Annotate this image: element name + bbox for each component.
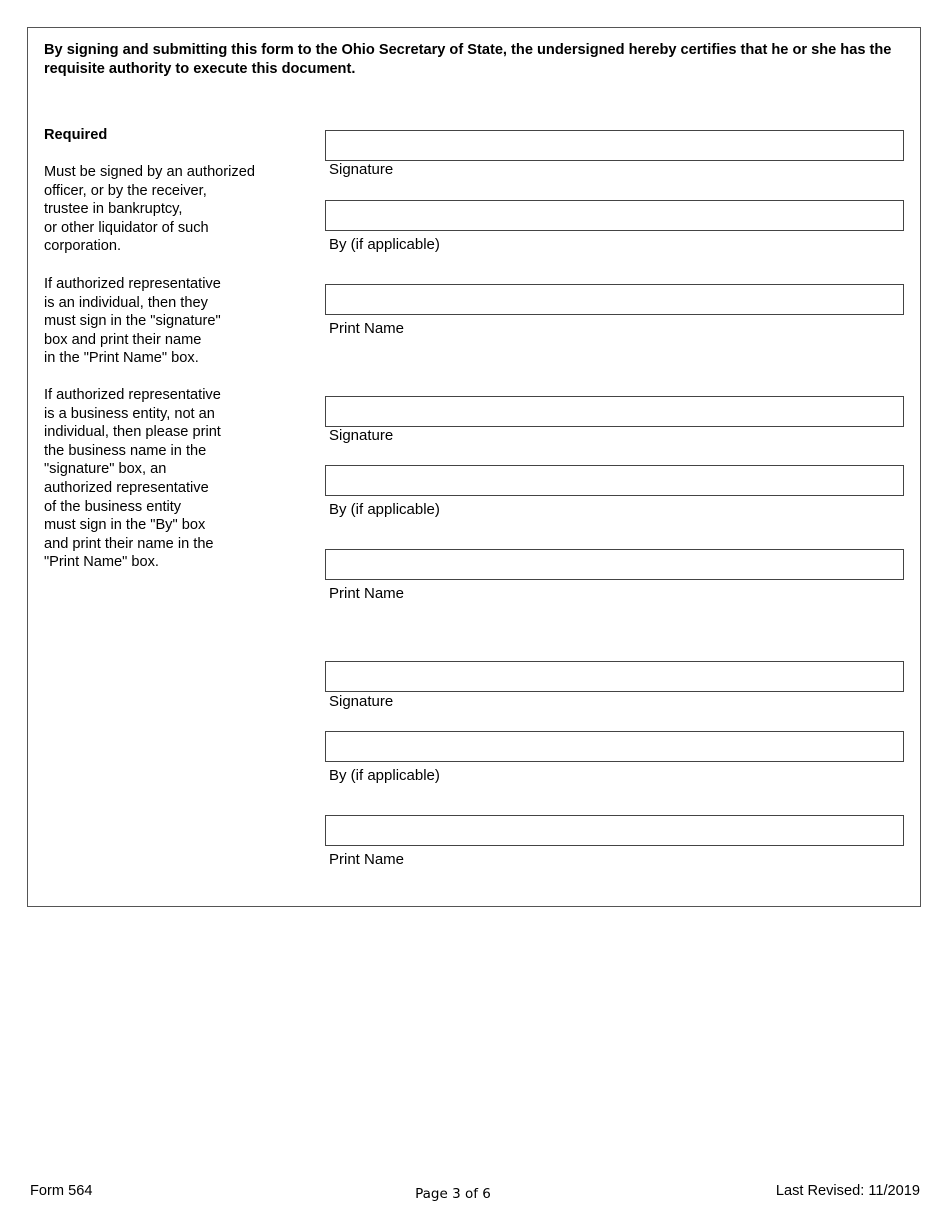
last-revised: Last Revised: 11/2019 xyxy=(775,1183,920,1199)
print-name-field-3[interactable] xyxy=(325,815,904,846)
instruction-business-representative: If authorized representative is a business entity, not an individual, then please print the business name in the "signature" box, an authorized representative of the business entity must sign in the "By" box and print their name in the "Print Name" box. xyxy=(44,387,221,571)
signature-field-2[interactable] xyxy=(325,396,904,427)
by-field-1[interactable] xyxy=(325,200,904,231)
by-field-3[interactable] xyxy=(325,731,904,762)
by-label-2: By (if applicable) xyxy=(329,501,440,518)
signature-field-1[interactable] xyxy=(325,130,904,161)
print-name-label-2: Print Name xyxy=(329,585,405,602)
page-number: Page 3 of 6 xyxy=(415,1186,491,1202)
required-heading: Required xyxy=(44,127,108,143)
print-name-label-1: Print Name xyxy=(329,320,405,337)
instruction-authorized-officer: Must be signed by an authorized officer, or by the receiver, trustee in bankruptcy, or other liquidator of such corporation. xyxy=(44,164,255,255)
signature-label-1: Signature xyxy=(329,161,394,178)
print-name-field-2[interactable] xyxy=(325,549,904,580)
print-name-label-3: Print Name xyxy=(329,851,405,868)
signature-label-2: Signature xyxy=(329,427,394,444)
signature-field-3[interactable] xyxy=(325,661,904,692)
by-label-1: By (if applicable) xyxy=(329,236,440,253)
form-number: Form 564 xyxy=(30,1183,93,1199)
by-label-3: By (if applicable) xyxy=(329,767,440,784)
by-field-2[interactable] xyxy=(325,465,904,496)
certification-statement: By signing and submitting this form to the Ohio Secretary of State, the undersigned hereby certifies that he or she has the requisite authority to execute this document. xyxy=(44,42,892,77)
print-name-field-1[interactable] xyxy=(325,284,904,315)
signature-label-3: Signature xyxy=(329,693,394,710)
instruction-individual-representative: If authorized representative is an individual, then they must sign in the "signature" box and print their name in the "Print Name" box. xyxy=(44,276,221,367)
